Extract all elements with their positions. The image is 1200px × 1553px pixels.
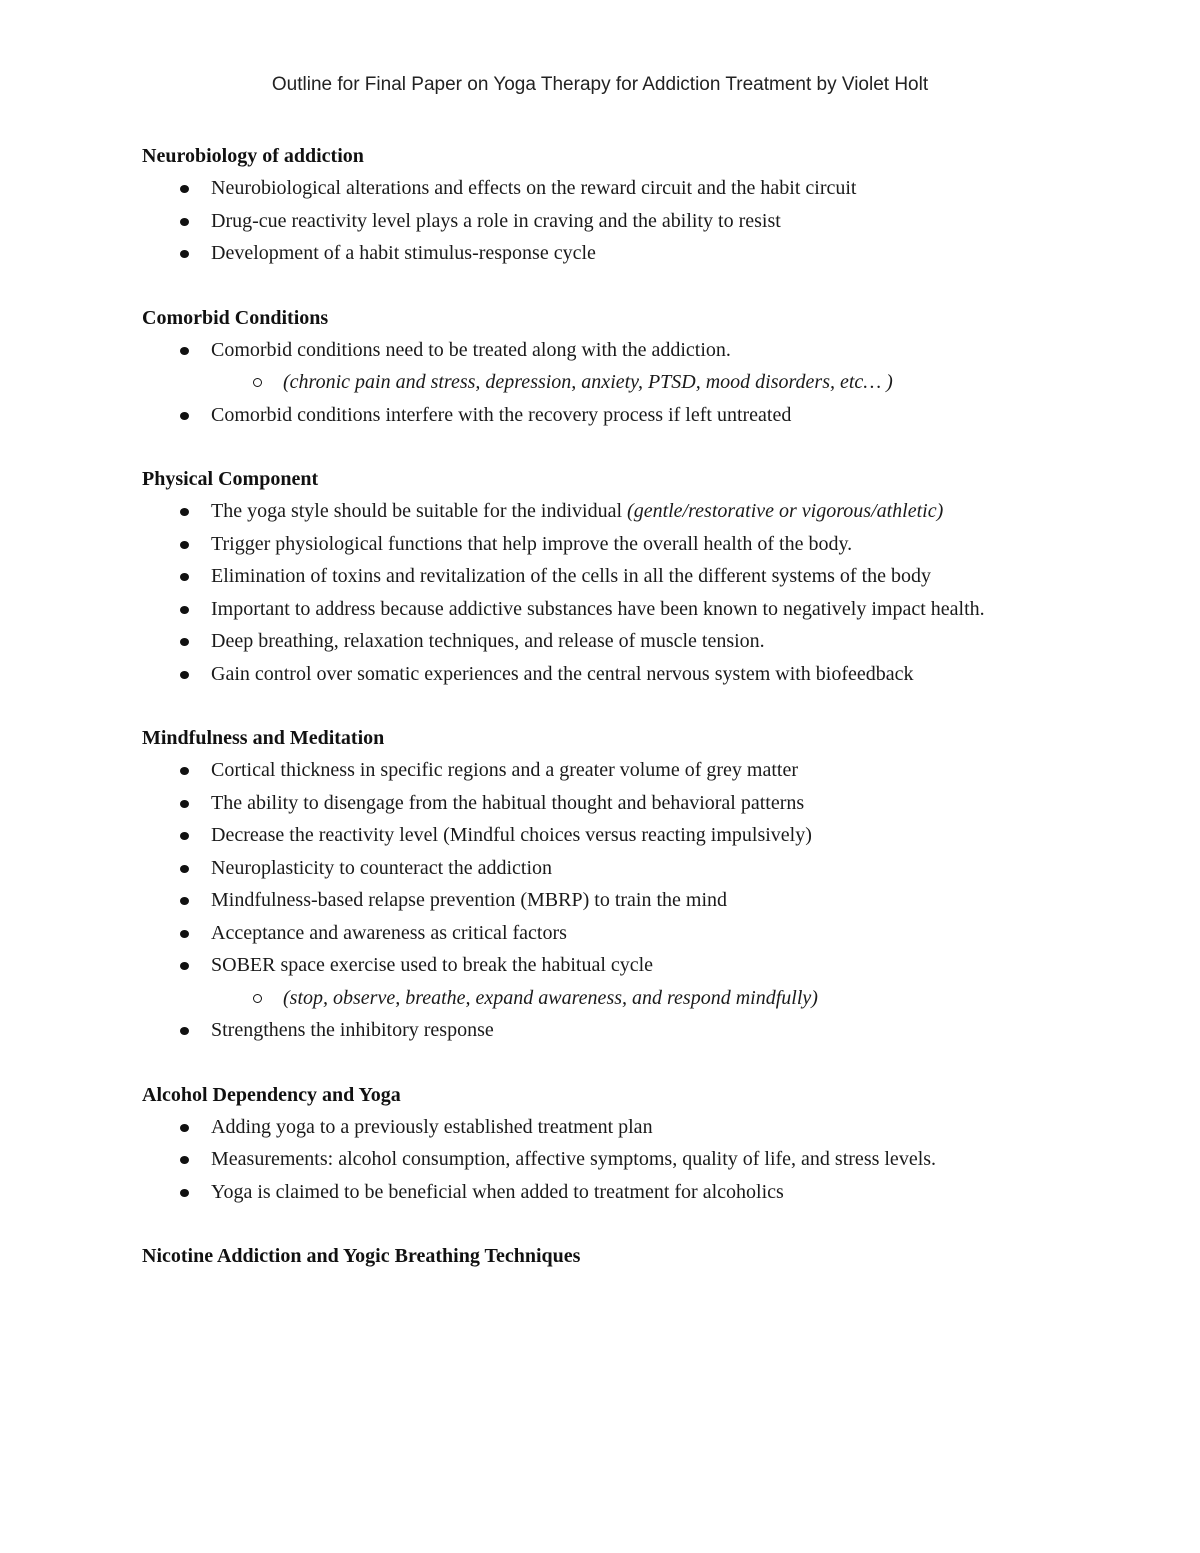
sub-list-item: (stop, observe, breathe, expand awareness, and respond mindfully) <box>142 982 1072 1015</box>
document-body <box>142 140 1072 1304</box>
list-item: Trigger physiological functions that help improve the overall health of the body. <box>142 528 1072 561</box>
bullet-icon <box>180 1156 189 1164</box>
bullet-list <box>142 1111 1072 1209</box>
section-nicotine-addiction <box>142 1240 1072 1272</box>
bullet-list <box>142 495 1072 690</box>
section-heading: Physical Component <box>142 468 319 490</box>
hollow-bullet-icon <box>253 378 262 387</box>
bullet-icon <box>180 638 189 646</box>
list-item: Strengthens the inhibitory response <box>142 1014 1072 1047</box>
section-mindfulness-meditation <box>142 722 1072 1047</box>
list-item: Adding yoga to a previously established treatment plan <box>142 1111 1072 1144</box>
bullet-icon <box>180 606 189 614</box>
list-item: Cortical thickness in specific regions and a greater volume of grey matter <box>142 754 1072 787</box>
list-item: Important to address because addictive substances have been known to negatively impact health. <box>142 593 1072 626</box>
bullet-icon <box>180 1189 189 1197</box>
list-item: Yoga is claimed to be beneficial when added to treatment for alcoholics <box>142 1176 1072 1209</box>
bullet-icon <box>180 250 189 258</box>
bullet-icon <box>180 930 189 938</box>
document-title: Outline for Final Paper on Yoga Therapy for Addiction Treatment by Violet Holt <box>271 74 929 95</box>
bullet-list <box>142 754 1072 1047</box>
list-item: Mindfulness-based relapse prevention (MBRP) to train the mind <box>142 884 1072 917</box>
list-item: SOBER space exercise used to break the habitual cycle <box>142 949 1072 982</box>
bullet-icon <box>180 573 189 581</box>
list-item: The ability to disengage from the habitual thought and behavioral patterns <box>142 787 1072 820</box>
bullet-icon <box>180 800 189 808</box>
list-item: Measurements: alcohol consumption, affective symptoms, quality of life, and stress levels. <box>142 1143 1072 1176</box>
bullet-icon <box>180 508 189 516</box>
list-item: Deep breathing, relaxation techniques, and release of muscle tension. <box>142 625 1072 658</box>
section-heading: Comorbid Conditions <box>142 306 329 329</box>
list-item: Comorbid conditions need to be treated along with the addiction. <box>142 334 1072 367</box>
section-heading: Alcohol Dependency and Yoga <box>142 1083 401 1106</box>
list-item: Elimination of toxins and revitalization of the cells in all the different systems of the body <box>142 560 1072 593</box>
bullet-icon <box>180 897 189 905</box>
bullet-icon <box>180 347 189 355</box>
list-item: Neuroplasticity to counteract the addiction <box>142 852 1072 885</box>
list-item: The yoga style should be suitable for the individual (gentle/restorative or vigorous/athletic) <box>142 495 1072 528</box>
section-physical-component <box>142 463 1072 690</box>
bullet-icon <box>180 541 189 549</box>
list-item: Drug-cue reactivity level plays a role in craving and the ability to resist <box>142 205 1072 238</box>
bullet-icon <box>180 962 189 970</box>
section-heading: Neurobiology of addiction <box>142 145 364 167</box>
list-item: Development of a habit stimulus-response cycle <box>142 237 1072 270</box>
bullet-icon <box>180 218 189 226</box>
bullet-icon <box>180 1027 189 1035</box>
bullet-icon <box>180 671 189 679</box>
bullet-icon <box>180 832 189 840</box>
list-item: Decrease the reactivity level (Mindful choices versus reacting impulsively) <box>142 819 1072 852</box>
list-item: Comorbid conditions interfere with the recovery process if left untreated <box>142 399 1072 432</box>
bullet-icon <box>180 412 189 420</box>
list-item: Acceptance and awareness as critical factors <box>142 917 1072 950</box>
bullet-icon <box>180 865 189 873</box>
bullet-list <box>142 334 1072 432</box>
hollow-bullet-icon <box>253 994 262 1003</box>
bullet-list <box>142 172 1072 270</box>
sub-list-item: (chronic pain and stress, depression, anxiety, PTSD, mood disorders, etc… ) <box>142 366 1072 399</box>
section-heading: Mindfulness and Meditation <box>142 727 385 749</box>
bullet-icon <box>180 1124 189 1132</box>
list-item: Neurobiological alterations and effects on the reward circuit and the habit circuit <box>142 172 1072 205</box>
section-alcohol-dependency <box>142 1079 1072 1209</box>
section-heading: Nicotine Addiction and Yogic Breathing Techniques <box>142 1245 581 1267</box>
list-item: Gain control over somatic experiences and the central nervous system with biofeedback <box>142 658 1072 691</box>
bullet-icon <box>180 185 189 193</box>
section-neurobiology <box>142 140 1072 270</box>
section-comorbid-conditions <box>142 302 1072 432</box>
bullet-icon <box>180 767 189 775</box>
